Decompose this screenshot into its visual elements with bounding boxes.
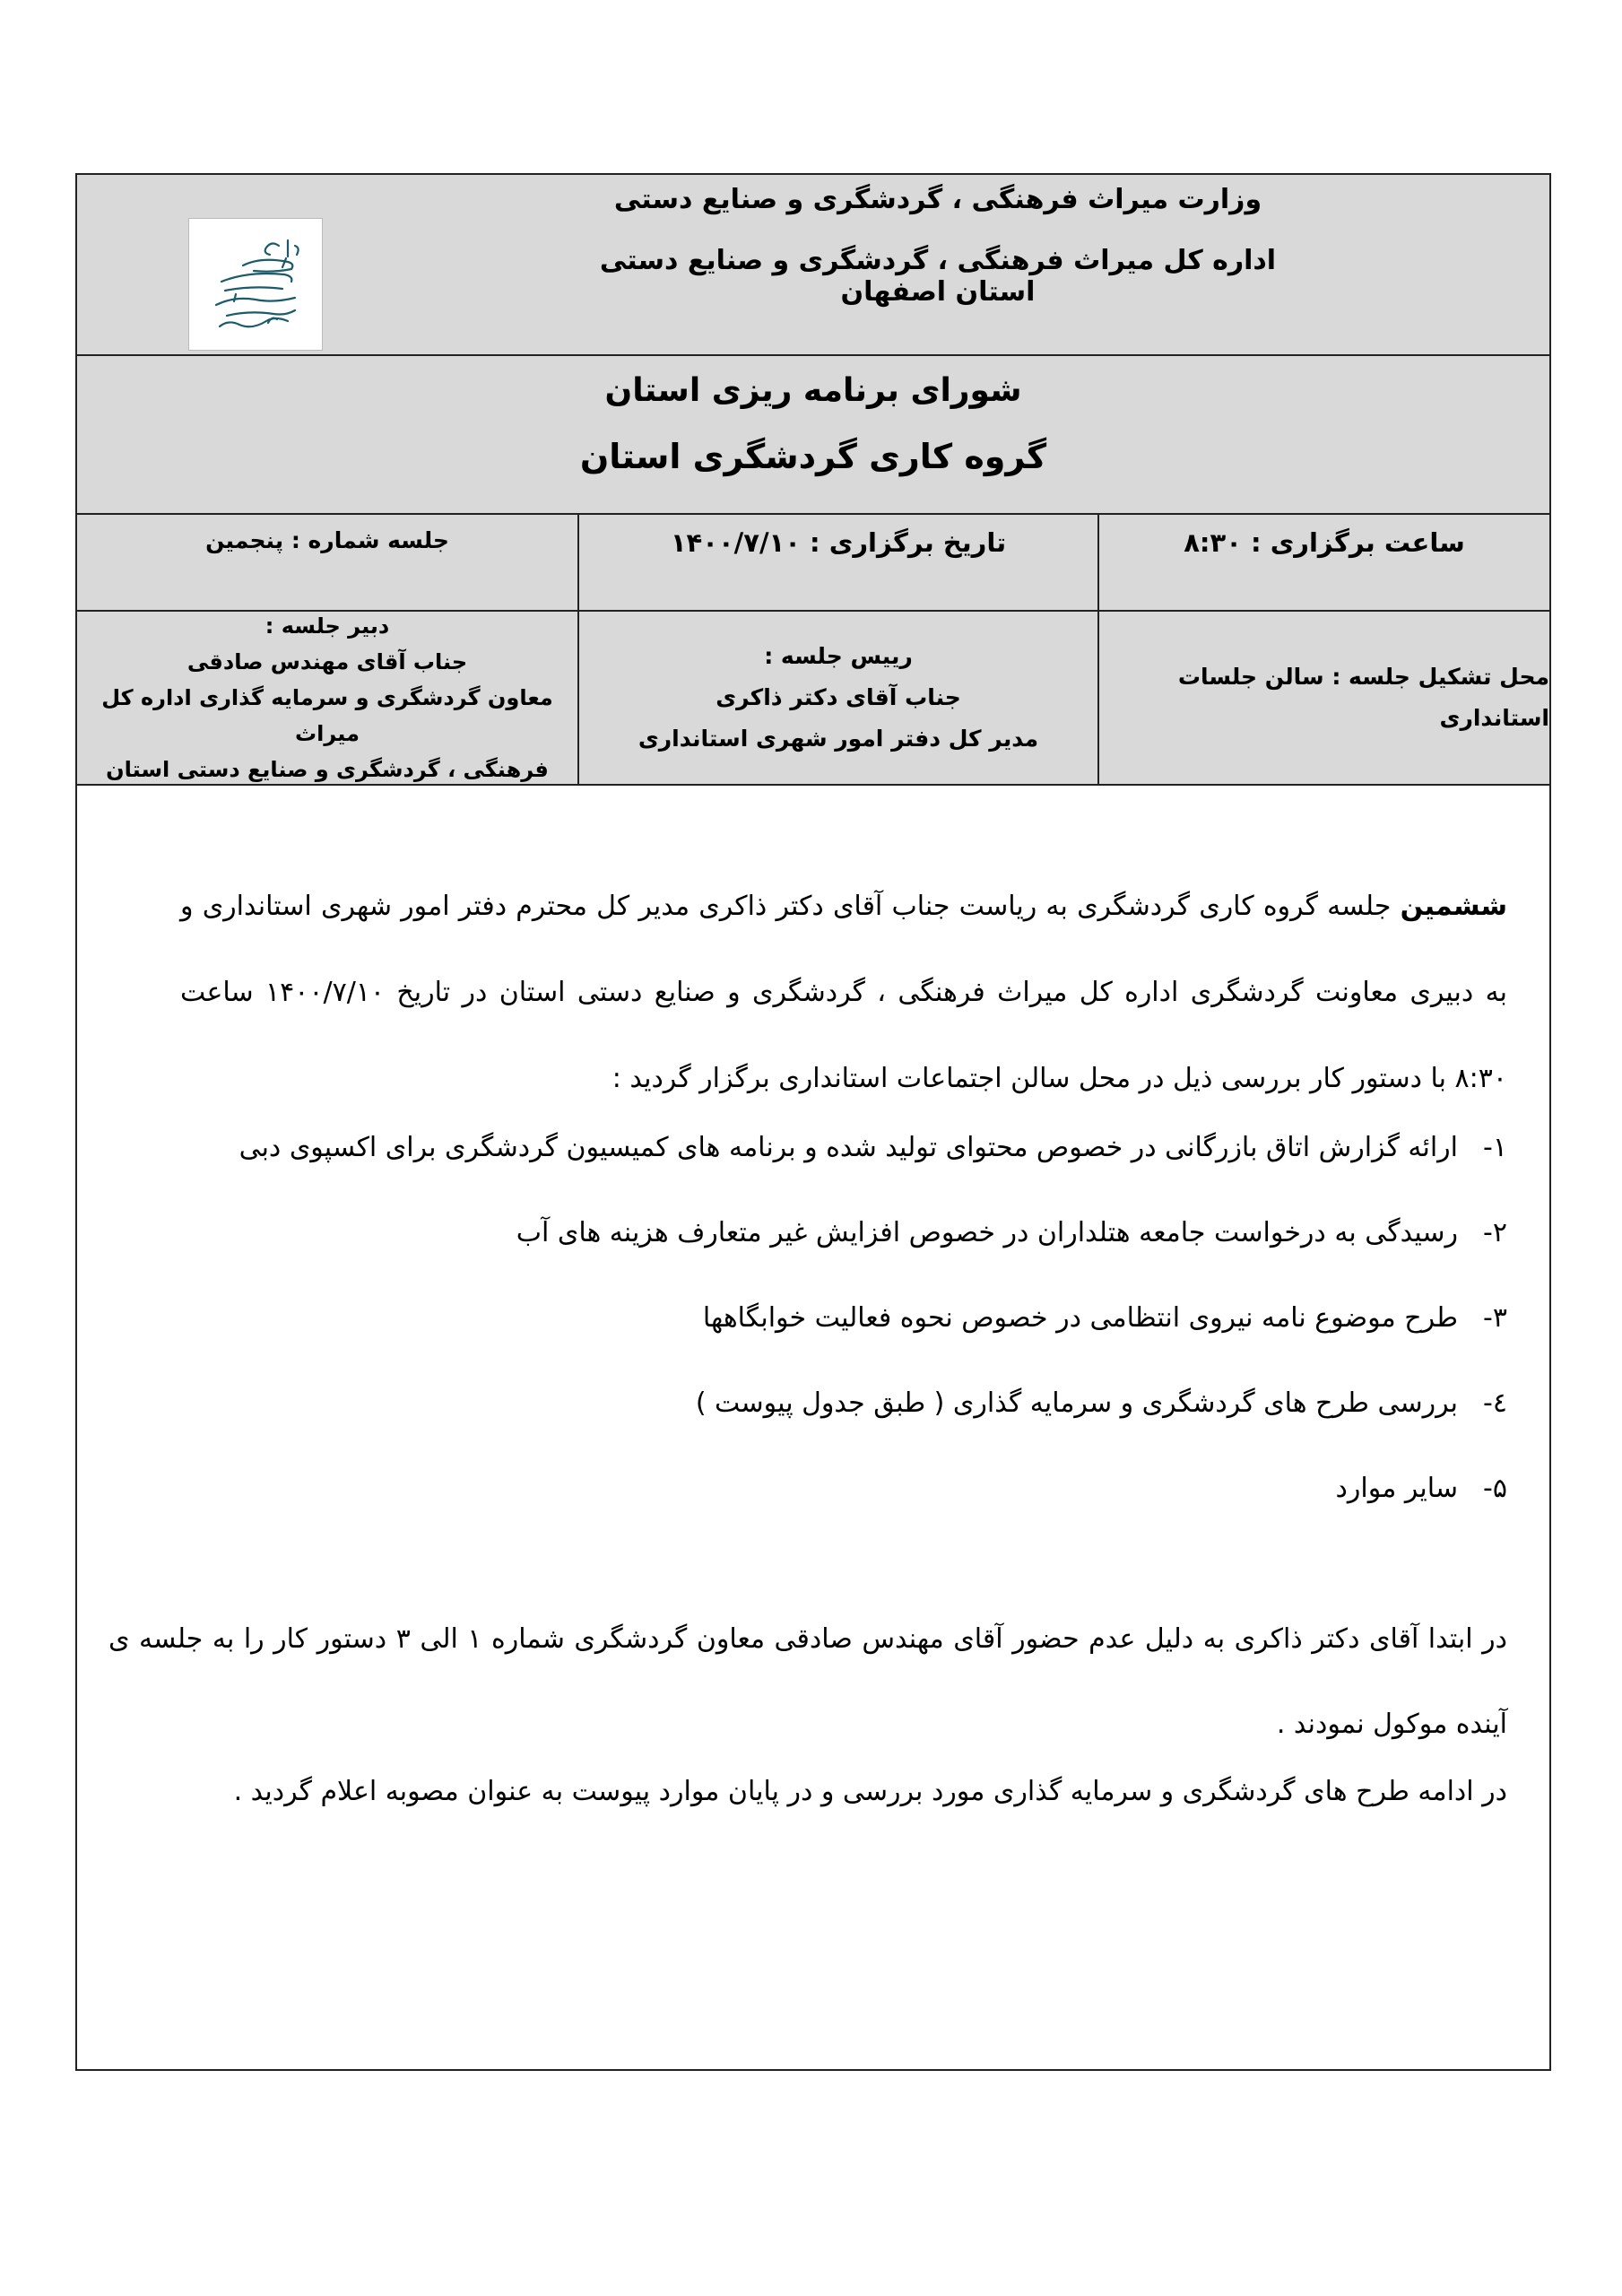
venue-cell: [1097, 612, 1549, 784]
meeting-people-row: [77, 612, 1549, 786]
chair-name: جناب آقای دکتر ذاکری: [716, 684, 961, 710]
chair-label: رییس جلسه :: [764, 643, 913, 669]
intro-ordinal: ششمین: [1400, 891, 1507, 922]
ministry-logo: [188, 218, 323, 351]
chair-title: مدیر کل دفتر امور شهری استانداری: [638, 726, 1039, 752]
venue-label: محل تشکیل جلسه :: [1331, 664, 1549, 690]
agenda-number: ۱-: [1483, 1132, 1507, 1163]
council-title: شورای برنامه ریزی استان: [604, 372, 1022, 409]
secretary-name: جناب آقای مهندس صادقی: [186, 649, 468, 674]
council-header: [77, 356, 1549, 515]
postponement-paragraph: در ابتدا آقای دکتر ذاکری به دلیل عدم حضور آقای مهندس صادقی معاون گردشگری شماره ۱ الی ۳ دستور کار را به جلسه ی آینده موکول نمودند .: [108, 1623, 1507, 1740]
agenda-item: [162, 1275, 1507, 1361]
meeting-date: تاریخ برگزاری : ۱۴۰۰/۷/۱۰: [670, 527, 1007, 558]
agenda-item: [162, 1446, 1507, 1531]
agenda-text: ارائه گزارش اتاق بازرگانی در خصوص محتوای تولید شده و برنامه های کمیسیون گردشگری برای اکسپوی دبی: [239, 1132, 1458, 1163]
agenda-text: سایر موارد: [1335, 1473, 1458, 1504]
agenda-item: [162, 1190, 1507, 1275]
meeting-info-row: [77, 515, 1549, 612]
meeting-time: ساعت برگزاری : ۸:۳۰: [1184, 527, 1465, 558]
intro-paragraph: [180, 864, 1507, 1122]
agenda-item: [162, 1105, 1507, 1190]
meeting-date-cell: [577, 515, 1097, 610]
agenda-number: ٤-: [1483, 1387, 1507, 1419]
session-number-cell: [77, 515, 577, 610]
provincial-office-name: اداره کل میراث فرهنگی ، گردشگری و صنایع دستی استان اصفهان: [599, 245, 1277, 308]
session-number: جلسه شماره : پنجمین: [205, 527, 449, 553]
secretary-title-line-2: فرهنگی ، گردشگری و صنایع دستی استان: [106, 757, 549, 782]
agenda-item: [162, 1361, 1507, 1446]
agenda-number: ۵-: [1483, 1473, 1507, 1504]
agenda-text: رسیدگی به درخواست جامعه هتلداران در خصوص افزایش غیر متعارف هزینه های آب: [516, 1217, 1458, 1248]
secretary-label: دبیر جلسه :: [265, 613, 390, 639]
agenda-text: طرح موضوع نامه نیروی انتظامی در خصوص نحوه فعالیت خوابگاهها: [702, 1302, 1458, 1334]
agenda-number: ۲-: [1483, 1217, 1507, 1248]
secretary-cell: [77, 612, 577, 784]
resolution-paragraph: در ادامه طرح های گردشگری و سرمایه گذاری مورد بررسی و در پایان موارد پیوست به عنوان مصوبه اعلام گردید .: [233, 1776, 1507, 1807]
agenda-list: [162, 1105, 1507, 1531]
agenda-number: ۳-: [1483, 1302, 1507, 1334]
venue-value: سالن جلسات استانداری: [1177, 664, 1549, 731]
working-group-title: گروه کاری گردشگری استان: [579, 437, 1047, 476]
ministry-name: وزارت میراث فرهنگی ، گردشگری و صنایع دستی: [613, 184, 1262, 215]
meeting-time-cell: [1097, 515, 1549, 610]
ministry-logo-icon: [189, 219, 322, 350]
chair-cell: [577, 612, 1097, 784]
venue-line: [1099, 657, 1549, 739]
secretary-title-line-1: معاون گردشگری و سرمایه گذاری اداره کل میراث: [101, 685, 553, 746]
ministry-header: [77, 175, 1549, 356]
agenda-text: بررسی طرح های گردشگری و سرمایه گذاری ( طبق جدول پیوست ): [695, 1387, 1458, 1419]
intro-text: جلسه گروه کاری گردشگری به ریاست جناب آقای دکتر ذاکری مدیر کل محترم دفتر امور شهری استانداری و به دبیری معاونت گردشگری اداره کل میراث فرهنگی ، گردشگری و صنایع دستی استان در تاریخ ۱۴۰۰/۷/۱۰ ساعت ۸:۳۰ با دستور کار بررسی ذیل در محل سالن اجتماعات استانداری برگزار گردید :: [180, 891, 1508, 1094]
